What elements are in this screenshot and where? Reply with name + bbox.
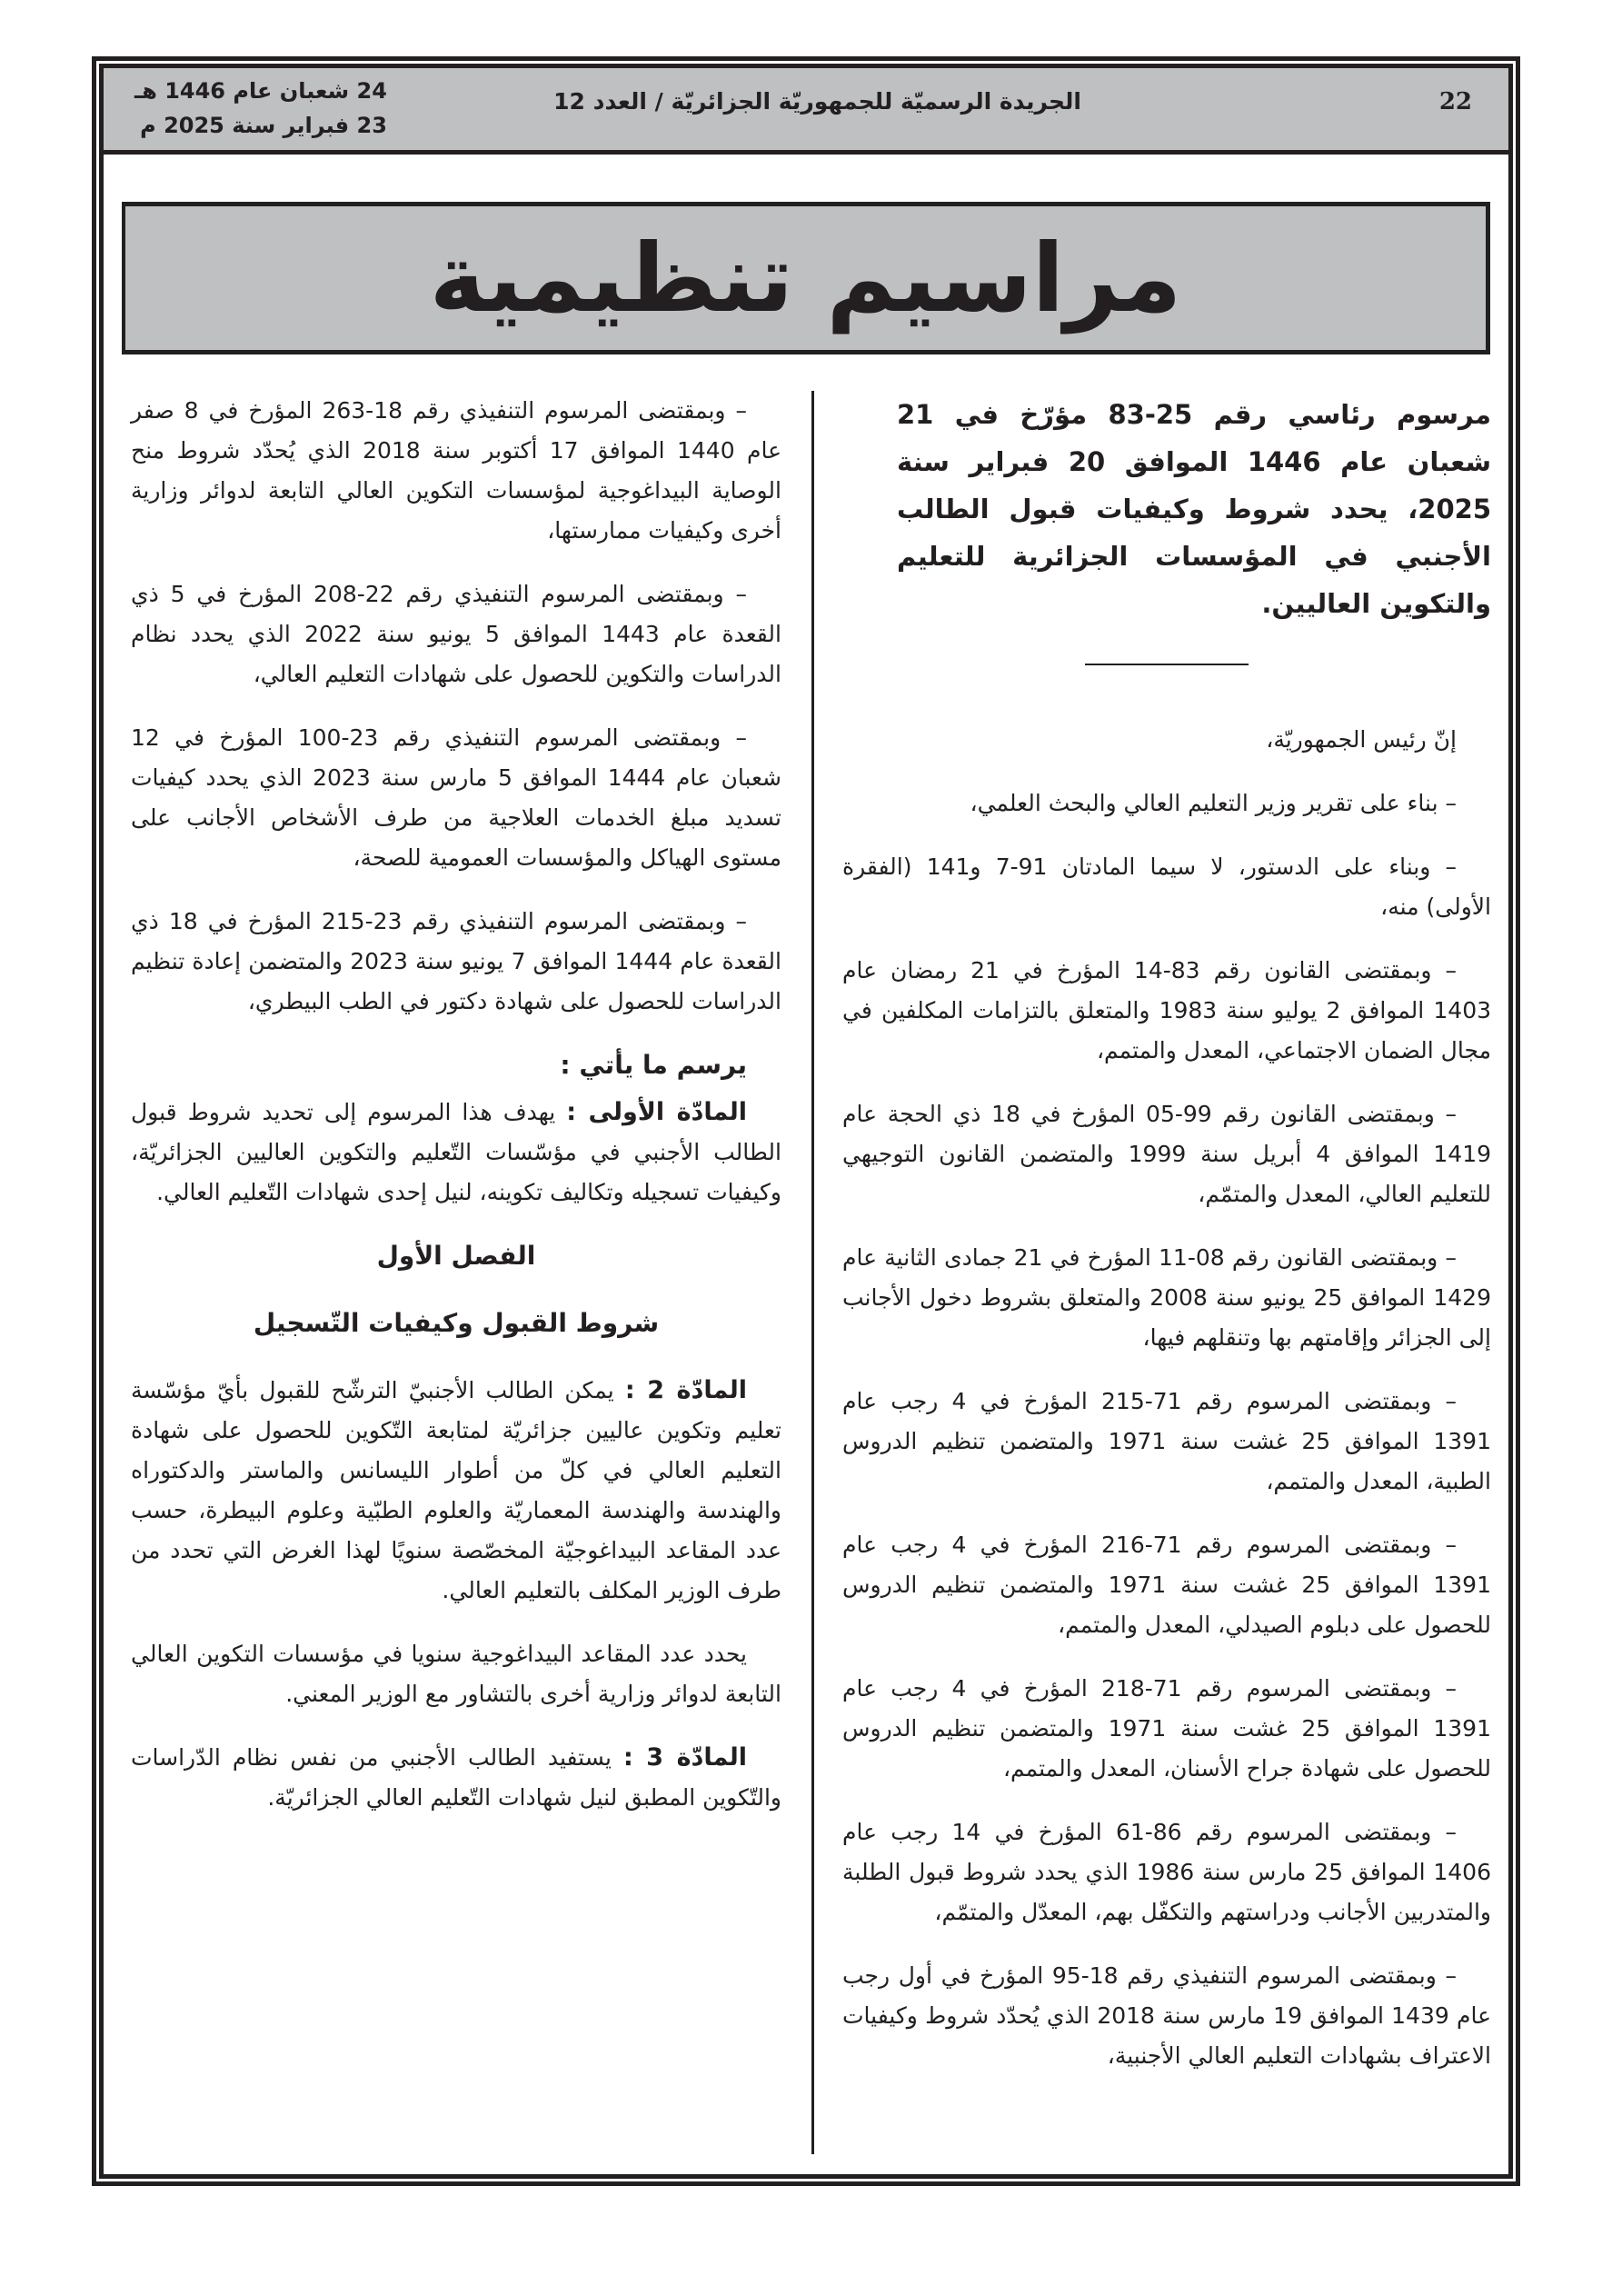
- article-2-paragraph: يحدد عدد المقاعد البيداغوجية سنويا في مؤسسات التكوين العالي التابعة لدوائر وزارية أخرى بالتشاور مع الوزير المعني.: [131, 1641, 781, 1707]
- visa-paragraph: – وبمقتضى المرسوم التنفيذي رقم 23-100 المؤرخ في 12 شعبان عام 1444 الموافق 5 مارس سنة 2023 الذي يحدد كيفيات تسديد مبلغ الخدمات العلاجية من طرف الأشخاص الأجانب على مستوى الهياكل والمؤسسات العمومية للصحة،: [131, 724, 781, 871]
- gregorian-date: 23 فبراير سنة 2025 م: [140, 113, 387, 138]
- heading-separator: [1085, 664, 1249, 665]
- visa-paragraph: – بناء على تقرير وزير التعليم العالي والبحث العلمي،: [970, 790, 1457, 816]
- gazette-title: الجريدة الرسميّة للجمهوريّة الجزائريّة / العدد 12: [553, 88, 1081, 115]
- article-3-label: المادّة 3 :: [623, 1743, 748, 1772]
- article-3: [131, 1738, 781, 1818]
- decree-heading: مرسوم رئاسي رقم 25-83 مؤرّخ في 21 شعبان عام 1446 الموافق 20 فبراير سنة 2025، يحدد شروط وكيفيات قبول الطالب الأجنبي في المؤسسات الجزائرية للتعليم والتكوين العاليين.: [897, 399, 1491, 619]
- visa-paragraph: – وبمقتضى المرسوم التنفيذي رقم 18-95 المؤرخ في أول رجب عام 1439 الموافق 19 مارس سنة 2018 الذي يُحدّد شروط وكيفيات الاعتراف بشهادات التعليم العالي الأجنبية،: [842, 1962, 1492, 2069]
- decrees-line: يرسم ما يأتي :: [560, 1050, 747, 1080]
- article-3-text: يستفيد الطالب الأجنبي من نفس نظام الدّراسات والتّكوين المطبق لنيل شهادات التّعليم العالي الجزائريّة.: [131, 1744, 781, 1811]
- visa-paragraph: – وبمقتضى المرسوم التنفيذي رقم 22-208 المؤرخ في 5 ذي القعدة عام 1443 الموافق 5 يونيو سنة 2022 الذي يحدد نظام الدراسات والتكوين للحصول على شهادات التعليم العالي،: [131, 581, 781, 687]
- article-2: [131, 1371, 781, 1611]
- column-divider: [811, 391, 814, 2154]
- visa-paragraph: – وبمقتضى المرسوم رقم 86-61 المؤرخ في 14 رجب عام 1406 الموافق 25 مارس سنة 1986 الذي يحدد شروط قبول الطلبة والمتدربين الأجانب ودراستهم والتكفّل بهم، المعدّل والمتمّم،: [842, 1819, 1491, 1925]
- article-2-text: يمكن الطالب الأجنبيّ الترشّح للقبول بأيّ مؤسّسة تعليم وتكوين عاليين جزائريّة لمتابعة التّكوين للحصول على شهادة التعليم العالي في كلّ من أطوار الليسانس والماستر والدكتوراه والهندسة والهندسة المعماريّة والعلوم الطبّية وعلوم البيطرة، حسب عدد المقاعد البيداغوجيّة المخصّصة سنويًا لهذا الغرض التي تحدد من طرف الوزير المكلف بالتعليم العالي.: [131, 1377, 781, 1603]
- left-column: [131, 391, 781, 1842]
- chapter-title: شروط القبول وكيفيات التّسجيل: [253, 1308, 660, 1338]
- chapter-heading: الفصل الأول: [376, 1241, 536, 1271]
- visa-paragraph: – وبمقتضى المرسوم رقم 71-218 المؤرخ في 4 رجب عام 1391 الموافق 25 غشت سنة 1971 والمتضمن تنظيم الدروس للحصول على شهادة جراح الأسنان، المعدل والمتمم،: [842, 1675, 1491, 1782]
- hijri-date: 24 شعبان عام 1446 هـ: [134, 78, 387, 104]
- right-column: [842, 391, 1491, 2100]
- article-1-text: يهدف هذا المرسوم إلى تحديد شروط قبول الطالب الأجنبي في مؤسّسات التّعليم والتكوين العاليين الجزائريّة، وكيفيات تسجيله وتكاليف تكوينه، لنيل إحدى شهادات التّعليم العالي.: [131, 1099, 781, 1205]
- visa-paragraph: – وبمقتضى المرسوم التنفيذي رقم 23-215 المؤرخ في 18 ذي القعدة عام 1444 الموافق 7 يونيو سنة 2023 والمتضمن إعادة تنظيم الدراسات للحصول على شهادة دكتور في الطب البيطري،: [131, 908, 781, 1014]
- article-1: [131, 1093, 781, 1213]
- section-title-box: [122, 202, 1490, 354]
- section-title: مراسيم تنظيمية: [429, 223, 1182, 334]
- visa-paragraph: – وبمقتضى المرسوم التنفيذي رقم 18-263 المؤرخ في 8 صفر عام 1440 الموافق 17 أكتوبر سنة 2018 الذي يُحدّد شروط منح الوصاية البيداغوجية لمؤسسات التكوين العالي التابعة لدوائر وزارية أخرى وكيفيات ممارستها،: [131, 397, 782, 544]
- visa-paragraph: – وبمقتضى المرسوم رقم 71-216 المؤرخ في 4 رجب عام 1391 الموافق 25 غشت سنة 1971 والمتضمن تنظيم الدروس للحصول على دبلوم الصيدلي، المعدل والمتمم،: [842, 1532, 1491, 1638]
- visa-paragraph: – وبمقتضى القانون رقم 83-14 المؤرخ في 21 رمضان عام 1403 الموافق 2 يوليو سنة 1983 والمتعلق بالتزامات المكلفين في مجال الضمان الاجتماعي، المعدل والمتمم،: [842, 957, 1492, 1063]
- intro-line: إنّ رئيس الجمهوريّة،: [1266, 726, 1457, 753]
- issue-date: [134, 74, 387, 143]
- visa-paragraph: – وبمقتضى القانون رقم 08-11 المؤرخ في 21 جمادى الثانية عام 1429 الموافق 25 يونيو سنة 2008 والمتعلق بشروط دخول الأجانب إلى الجزائر وإقامتهم بها وتنقلهم فيها،: [842, 1244, 1491, 1351]
- visa-paragraph: – وبناء على الدستور، لا سيما المادتان 91-7 و141 (الفقرة الأولى) منه،: [842, 854, 1491, 920]
- visa-paragraph: – وبمقتضى المرسوم رقم 71-215 المؤرخ في 4 رجب عام 1391 الموافق 25 غشت سنة 1971 والمتضمن تنظيم الدروس الطبية، المعدل والمتمم،: [842, 1388, 1491, 1494]
- page-header: [104, 68, 1508, 155]
- page-number: 22: [1438, 88, 1472, 115]
- article-1-label: المادّة الأولى :: [566, 1098, 747, 1126]
- article-2-label: المادّة 2 :: [624, 1376, 747, 1404]
- visa-paragraph: – وبمقتضى القانون رقم 99-05 المؤرخ في 18 ذي الحجة عام 1419 الموافق 4 أبريل سنة 1999 والمتضمن القانون التوجيهي للتعليم العالي، المعدل والمتمّم،: [842, 1101, 1492, 1207]
